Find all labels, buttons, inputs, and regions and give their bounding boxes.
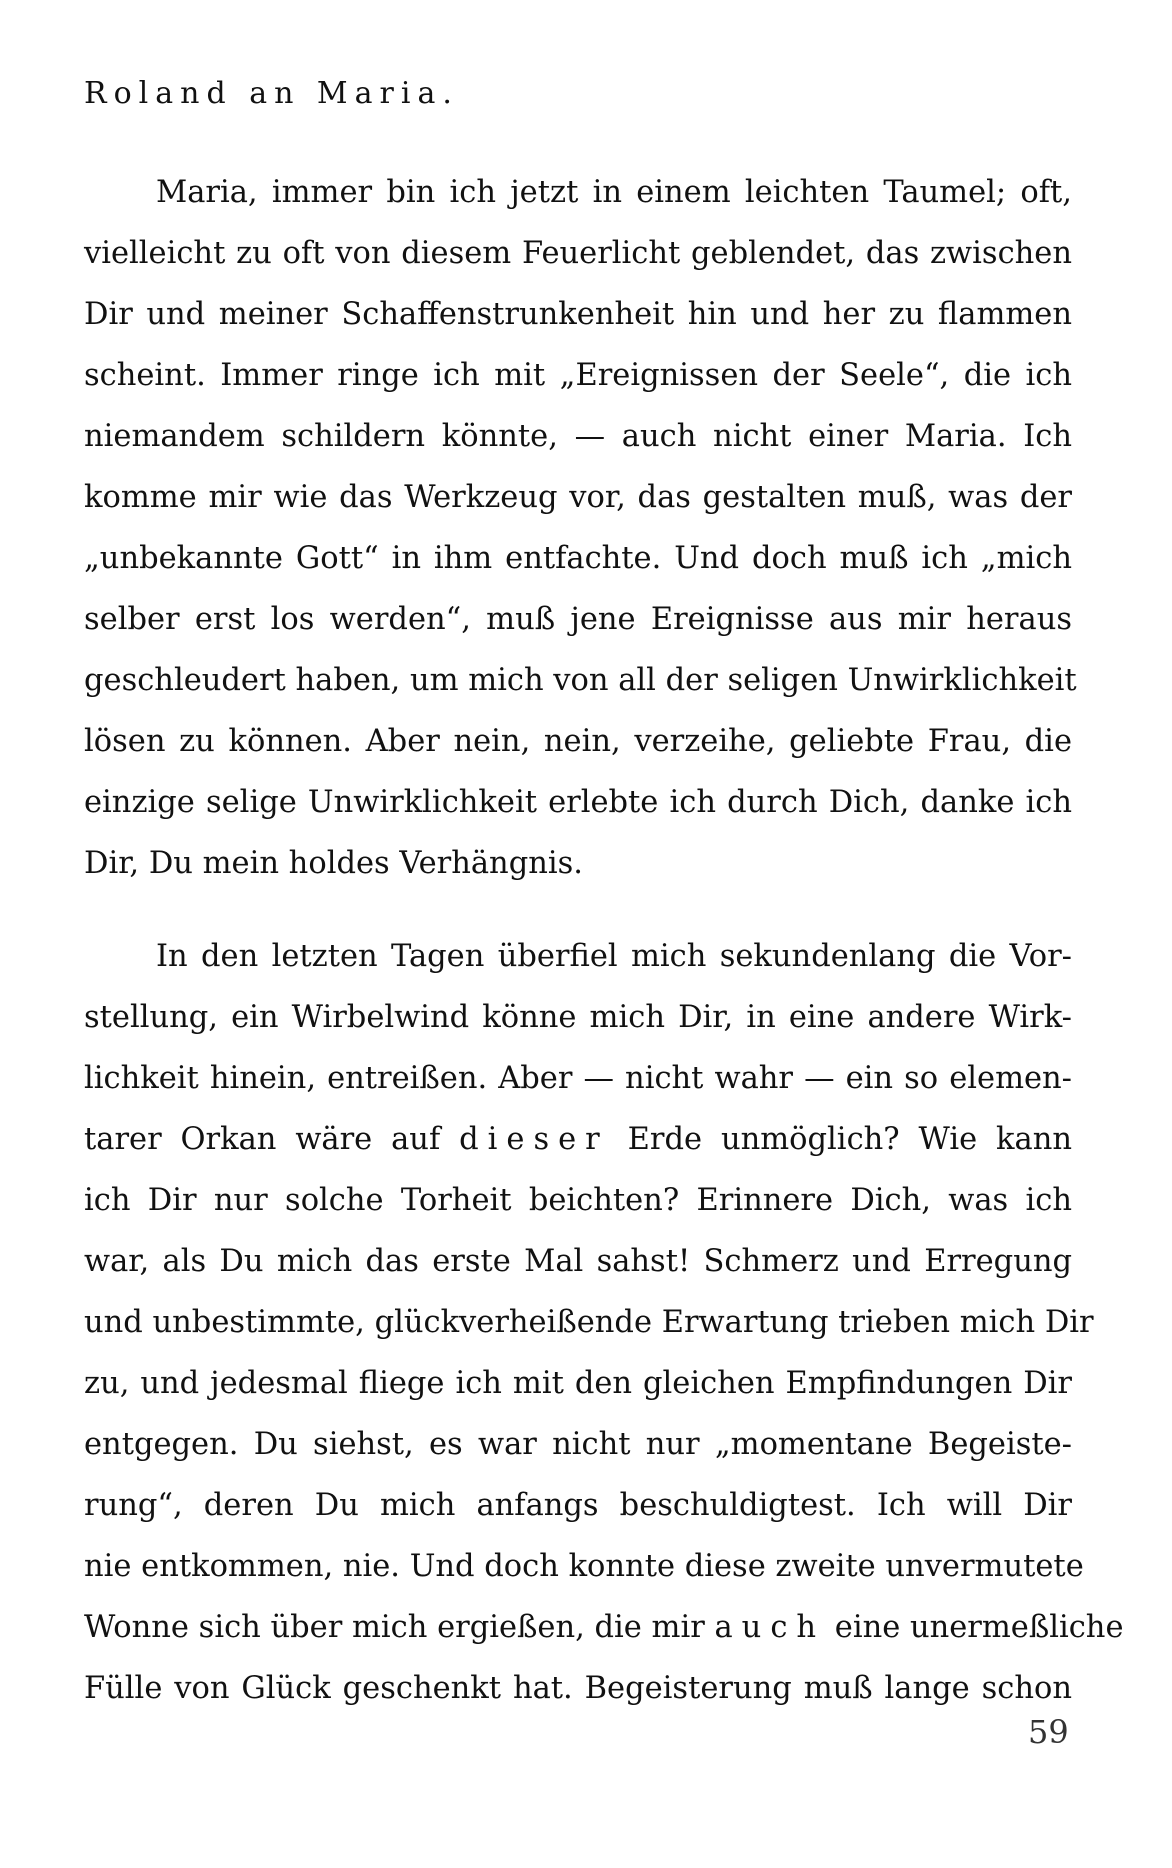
text-segment: Erde unmöglich? Wie kann — [627, 1122, 1072, 1157]
text-line: Maria, immer bin ich jetzt in einem leichten Taumel; oft, — [156, 175, 1072, 210]
text-line: scheint. Immer ringe ich mit „Ereignissen der Seele“, die ich — [84, 358, 1072, 393]
running-head: Roland an Maria. — [84, 76, 459, 111]
text-segment: tarer Orkan wäre auf — [84, 1122, 441, 1157]
text-segment: Wonne sich über mich ergießen, die mir — [84, 1610, 705, 1645]
text-line: Dir, Du mein holdes Verhängnis. — [84, 846, 583, 881]
text-line: vielleicht zu oft von diesem Feuerlicht geblendet, das zwischen — [84, 236, 1072, 271]
text-line: stellung, ein Wirbelwind könne mich Dir, in eine andere Wirk- — [84, 1000, 1072, 1035]
text-line: rung“, deren Du mich anfangs beschuldigtest. Ich will Dir — [84, 1488, 1072, 1523]
text-line: „unbekannte Gott“ in ihm entfachte. Und doch muß ich „mich — [84, 541, 1072, 576]
paragraph-1 — [84, 162, 1077, 894]
text-line: lösen zu können. Aber nein, nein, verzeihe, geliebte Frau, die — [84, 724, 1072, 759]
text-line: geschleudert haben, um mich von all der seligen Unwirklichkeit — [84, 663, 1077, 698]
text-line — [84, 1597, 1124, 1658]
text-line: Dir und meiner Schaffenstrunkenheit hin und her zu flammen — [84, 297, 1072, 332]
text-line: Fülle von Glück geschenkt hat. Begeisterung muß lange schon — [84, 1671, 1072, 1706]
text-line: ich Dir nur solche Torheit beichten? Erinnere Dich, was ich — [84, 1183, 1072, 1218]
text-line: einzige selige Unwirklichkeit erlebte ich durch Dich, danke ich — [84, 785, 1072, 820]
text-line: zu, und jedesmal fliege ich mit den gleichen Empfindungen Dir — [84, 1366, 1072, 1401]
text-line: komme mir wie das Werkzeug vor, das gestalten muß, was der — [84, 480, 1072, 515]
text-line: nie entkommen, nie. Und doch konnte diese zweite unvermutete — [84, 1549, 1084, 1584]
emphasized-word: auch — [714, 1610, 826, 1645]
text-line: war, als Du mich das erste Mal sahst! Schmerz und Erregung — [84, 1244, 1072, 1279]
text-line: lichkeit hinein, entreißen. Aber — nicht wahr — ein so elemen- — [84, 1061, 1072, 1096]
text-line: In den letzten Tagen überfiel mich sekundenlang die Vor- — [156, 939, 1072, 974]
text-line: niemandem schildern könnte, — auch nicht einer Maria. Ich — [84, 419, 1072, 454]
paragraph-spacer — [84, 894, 1072, 926]
paragraph-2 — [84, 926, 1124, 1719]
emphasized-word: dieser — [459, 1122, 609, 1157]
page-number: 59 — [1028, 1713, 1069, 1751]
text-line: selber erst los werden“, muß jene Ereignisse aus mir heraus — [84, 602, 1072, 637]
text-line: entgegen. Du siehst, es war nicht nur „momentane Begeiste- — [84, 1427, 1072, 1462]
text-segment: eine unermeßliche — [834, 1610, 1124, 1645]
body-text — [84, 162, 1124, 1719]
text-line: und unbestimmte, glückverheißende Erwartung trieben mich Dir — [84, 1305, 1094, 1340]
text-line — [84, 1109, 1072, 1170]
